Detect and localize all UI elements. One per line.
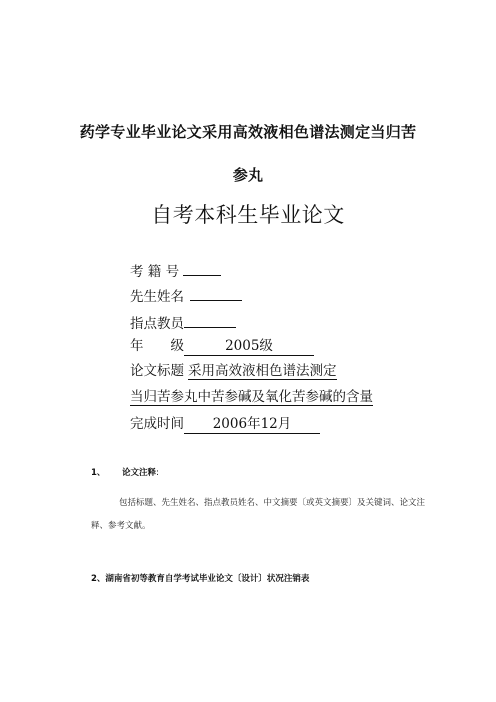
exam-number-label: 考 籍 号 [130, 264, 180, 280]
document-subtitle: 自考本科生毕业论文 [151, 203, 345, 227]
thesis-title-continuation-row [130, 388, 373, 406]
completion-value: 2006年12月 [184, 415, 320, 434]
section1-heading-text: 论文注释 [122, 468, 157, 478]
grade-label: 年 级 [130, 338, 184, 354]
section1-heading-colon: : [156, 468, 159, 478]
student-name-blank [190, 284, 242, 301]
thesis-title-value-line1: 采用高效液相色谱法测定 [188, 363, 337, 379]
thesis-title-row [130, 362, 337, 380]
advisor-blank [184, 311, 236, 328]
section2-heading: 2、湖南省初等教育自学考试毕业论文〔设计〕状况注销表 [91, 574, 310, 584]
document-title-line1: 药学专业毕业论文采用高效液相色谱法测定当归苦 [79, 123, 417, 141]
exam-number-row [130, 259, 221, 281]
advisor-row [130, 311, 236, 333]
section1-number: 1、 [91, 468, 106, 478]
student-name-label: 先生姓名 [130, 289, 184, 305]
completion-row [130, 415, 320, 434]
student-name-row [130, 284, 242, 306]
thesis-title-label: 论文标题 [130, 363, 184, 379]
exam-number-blank [183, 259, 221, 276]
grade-value: 2005级 [184, 337, 314, 356]
advisor-label: 指点教员 [130, 316, 184, 332]
section1-heading [122, 466, 159, 478]
completion-label: 完成时间 [130, 416, 184, 432]
section1-body-line1: 包括标题、先生姓名、指点教员姓名、中文摘要〔或英文摘要〕及关键词、论文注 [119, 498, 426, 508]
grade-row [130, 337, 314, 356]
thesis-title-value-line2: 当归苦参丸中苦参碱及氧化苦参碱的含量 [130, 389, 373, 405]
document-title-line2: 参丸 [232, 166, 264, 184]
section1-body-line2: 释、参考文献。 [91, 521, 151, 531]
